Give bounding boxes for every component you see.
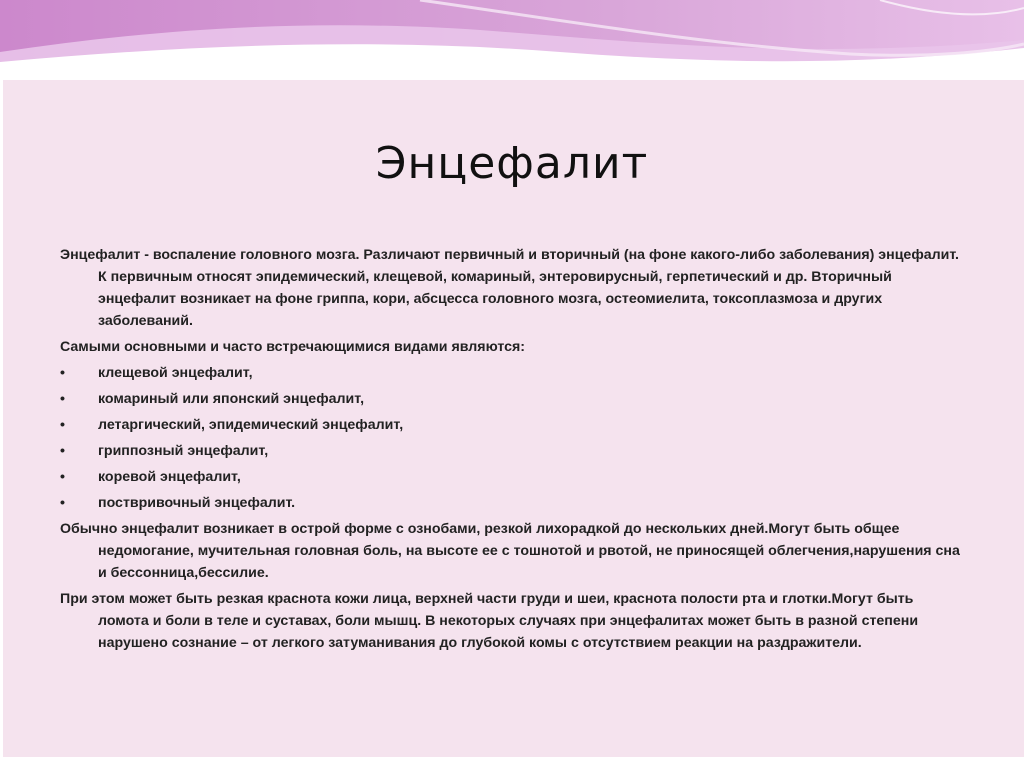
list-item (60, 388, 965, 410)
slide-title: Энцефалит (375, 138, 649, 189)
bullet-icon: • (60, 495, 65, 511)
bullet-icon: • (60, 443, 65, 459)
list-item (60, 440, 965, 462)
bullet-icon: • (60, 417, 65, 433)
types-list (60, 362, 965, 514)
bullet-icon: • (60, 391, 65, 407)
list-item-text: коревой энцефалит, (98, 469, 241, 485)
paragraph-additional-symptoms: При этом может быть резкая краснота кожи лица, верхней части груди и шеи, краснота полости рта и глотки.Могут быть ломота и боли в теле и суставах, боли мышц. В некоторых случаях при энцефалитах может быть в разной степени нарушено сознание – от легкого затуманивания до глубокой комы с отсутствием реакции на раздражители. (60, 591, 919, 651)
paragraph-symptoms: Обычно энцефалит возникает в острой форме с ознобами, резкой лихорадкой до нескольких дней.Могут быть общее недомогание, мучительная головная боль, на высоте ее с тошнотой и рвотой, не приносящей облегчения,нарушения сна и бессонница,бессилие. (60, 521, 960, 581)
list-item (60, 414, 965, 436)
list-item (60, 362, 965, 384)
list-item-text: клещевой энцефалит, (98, 365, 253, 381)
bullet-icon: • (60, 365, 65, 381)
bullet-icon: • (60, 469, 65, 485)
list-item-text: поствривочный энцефалит. (98, 495, 296, 511)
list-item (60, 492, 965, 514)
list-item-text: гриппозный энцефалит, (98, 443, 269, 459)
list-item (60, 466, 965, 488)
paragraph-types-intro: Самыми основными и часто встречающимися видами являются: (60, 339, 525, 355)
list-item-text: летаргический, эпидемический энцефалит, (98, 417, 404, 433)
header-wave-decoration (0, 0, 1024, 80)
list-item-text: комариный или японский энцефалит, (98, 391, 365, 407)
paragraph-definition: Энцефалит - воспаление головного мозга. Различают первичный и вторичный (на фоне какого-либо заболевания) энцефалит. К первичным относят эпидемический, клещевой, комариный, энтеровирусный, герпетический и др. Вторичный энцефалит возникает на фоне гриппа, кори, абсцесса головного мозга, остеомиелита, токсоплазмоза и других заболеваний. (60, 247, 959, 329)
slide-body (60, 244, 965, 658)
